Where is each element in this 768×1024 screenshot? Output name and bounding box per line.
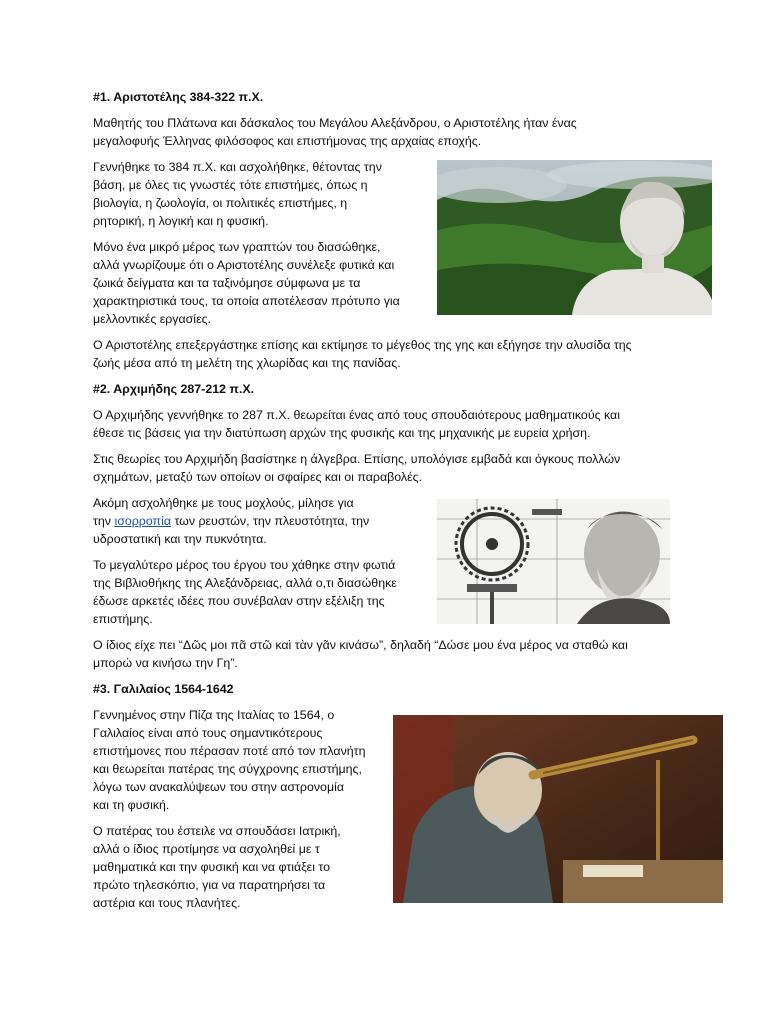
section-heading-archimedes: #2. Αρχιμήδης 287-212 π.Χ. — [93, 382, 255, 396]
isorropia-link[interactable]: ισορροπία — [114, 514, 172, 528]
paragraph: Στις θεωρίες του Αρχιμήδη βασίστηκε η άλγεβρα. Επίσης, υπολόγισε εμβαδά και όγκους πολλών σχημάτων, μεταξύ των οποίων οι σφαίρες και οι παραβολές. — [93, 452, 621, 484]
paragraph: Γεννημένος στην Πίζα της Ιταλίας το 1564, ο Γαλιλαίος είναι από τους σημαντικότερους επιστήμονες που πέρασαν ποτέ από τον πλανήτη και θεωρείται πατέρας της σύγχρονης επιστήμης, λόγω των ανακαλύψεων του στην αστρονομία και τη φυσική. — [93, 708, 366, 812]
paragraph: Ο Αριστοτέλης επεξεργάστηκε επίσης και εκτίμησε το μέγεθος της γης και εξήγησε την αλυσίδα της ζωής μέσα από τη μελέτη της χλωρίδας και της πανίδας. — [93, 338, 632, 370]
paragraph: Γεννήθηκε το 384 π.Χ. και ασχολήθηκε, θέτοντας την βάση, με όλες τις γνωστές τότε επιστήμες, όπως η βιολογία, η ζωολογία, οι πολιτικές επιστήμες, η ρητορική, η λογική και η φυσική. — [93, 160, 382, 228]
paragraph: Ακόμη ασχολήθηκε με τους μοχλούς, μίλησε για την ισορροπία των ρευστών, την πλευστότητα, την υδροστατική και την πυκνότητα. — [93, 496, 370, 546]
paragraph: Μαθητής του Πλάτωνα και δάσκαλος του Μεγάλου Αλεξάνδρου, ο Αριστοτέλης ήταν ένας μεγαλοφυής Έλληνας φιλόσοφος και επιστήμονας της αρχαίας εποχής. — [93, 116, 577, 148]
section-heading-aristotle: #1. Αριστοτέλης 384-322 π.Χ. — [93, 90, 264, 104]
paragraph: Μόνο ένα μικρό μέρος των γραπτών του διασώθηκε, αλλά γνωρίζουμε ότι ο Αριστοτέλης συνέλεξε φυτικά και ζωικά δείγματα και τα ταξινόμησε σύμφωνα με τα χαρακτηριστικά τους, τα οποία αποτέλεσαν πρότυπο για μελλοντικές εργασίες. — [93, 240, 400, 326]
paragraph: Ο πατέρας του έστειλε να σπουδάσει Ιατρική, αλλά ο ίδιος προτίμησε να ασχοληθεί με τ μαθηματικά και την φυσική και να φτιάξει το πρώτο τηλεσκόπιο, για να παρατηρήσει τα αστέρια και τους πλανήτες. — [93, 824, 341, 910]
paragraph: Το μεγαλύτερο μέρος του έργου του χάθηκε στην φωτιά της Βιβλιοθήκης της Αλεξάνδρειας, αλλά ο,τι διασώθηκε έδωσε αρκετές ιδέες που συνέβαλαν στην εξέλιξη της επιστήμης. — [93, 558, 397, 626]
aristotle-statue-image — [437, 160, 712, 315]
paragraph: Ο ίδιος είχε πει “Δῶς μοι πᾶ στῶ καὶ τὰν γᾶν κινάσω”, δηλαδή “Δώσε μου ένα μέρος να σταθώ και μπορώ να κινήσω την Γη”. — [93, 638, 628, 670]
section-heading-galileo: #3. Γαλιλαίος 1564-1642 — [93, 682, 234, 696]
galileo-painting-image — [393, 715, 723, 903]
paragraph: Ο Αρχιμήδης γεννήθηκε το 287 π.Χ. θεωρείται ένας από τους σπουδαιότερους μαθηματικούς και έθεσε τις βάσεις για την διατύπωση αρχών της φυσικής και της μηχανικής με ευρεία χρήση. — [93, 408, 620, 440]
archimedes-engraving-image — [437, 499, 670, 624]
